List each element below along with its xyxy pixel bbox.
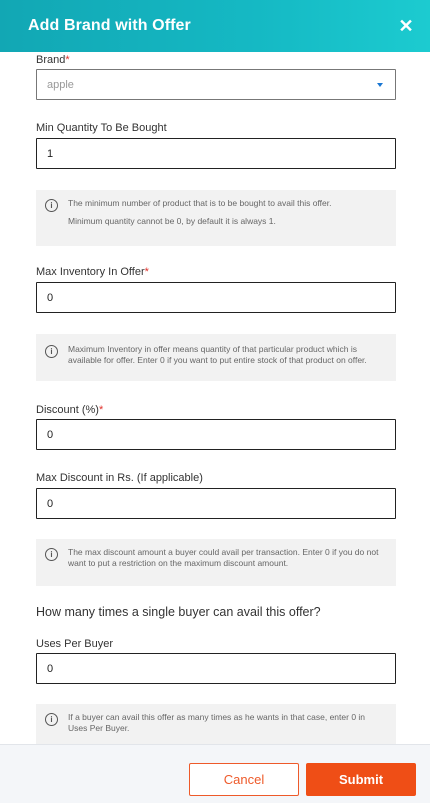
max-discount-info-box	[36, 539, 396, 586]
max-discount-input[interactable]	[36, 488, 396, 519]
min-qty-input[interactable]	[36, 138, 396, 169]
max-discount-label: Max Discount in Rs. (If applicable)	[36, 472, 203, 484]
info-icon: i	[45, 713, 58, 726]
min-qty-info-box	[36, 190, 396, 246]
info-icon: i	[45, 345, 58, 358]
max-inventory-info-text: Maximum Inventory in offer means quantity of that particular product which is available for offer. Enter 0 if you want to put entire stock of that product on offer.	[68, 344, 367, 365]
max-discount-value: 0	[47, 497, 54, 510]
offer-form	[0, 52, 430, 744]
max-inventory-label-text: Max Inventory In Offer	[36, 266, 145, 278]
max-inventory-info-box	[36, 334, 396, 381]
brand-select-value: apple	[47, 78, 74, 91]
info-icon: i	[45, 548, 58, 561]
min-qty-value: 1	[47, 147, 54, 160]
discount-value: 0	[47, 428, 54, 441]
required-mark: *	[65, 54, 70, 66]
dialog-title: Add Brand with Offer	[28, 17, 191, 34]
uses-per-buyer-info-text: If a buyer can avail this offer as many times as he wants in that case, enter 0 in Uses Per Buyer.	[68, 712, 366, 733]
max-inventory-value: 0	[47, 291, 54, 304]
discount-input[interactable]	[36, 419, 396, 450]
min-qty-label: Min Quantity To Be Bought	[36, 122, 167, 134]
chevron-down-icon	[377, 83, 383, 87]
close-icon[interactable]: ✕	[398, 15, 414, 36]
cancel-button[interactable]: Cancel	[189, 763, 299, 796]
submit-button[interactable]: Submit	[306, 763, 416, 796]
uses-question: How many times a single buyer can avail this offer?	[36, 605, 321, 619]
max-discount-info-text: The max discount amount a buyer could avail per transaction. Enter 0 if you do not want to put a restriction on the maximum discount amount.	[68, 547, 379, 568]
brand-select[interactable]	[36, 69, 396, 100]
brand-label-text: Brand	[36, 54, 66, 66]
max-inventory-input[interactable]	[36, 282, 396, 313]
min-qty-info-note: Minimum quantity cannot be 0, by default it is always 1.	[68, 215, 276, 226]
dialog-header	[0, 0, 430, 52]
required-mark: *	[98, 404, 104, 416]
uses-per-buyer-info-box	[36, 704, 396, 744]
dialog-footer	[0, 744, 430, 803]
min-qty-info-text: The minimum number of product that is to be bought to avail this offer.	[68, 198, 332, 208]
uses-per-buyer-input[interactable]	[36, 653, 396, 684]
uses-per-buyer-label: Uses Per Buyer	[36, 638, 114, 650]
discount-label-text: Discount (%)	[36, 404, 99, 416]
required-mark: *	[144, 266, 149, 278]
info-icon: i	[45, 199, 58, 212]
uses-per-buyer-value: 0	[47, 662, 54, 675]
max-inventory-label	[36, 266, 149, 278]
brand-label	[36, 54, 70, 66]
discount-label	[36, 404, 103, 416]
